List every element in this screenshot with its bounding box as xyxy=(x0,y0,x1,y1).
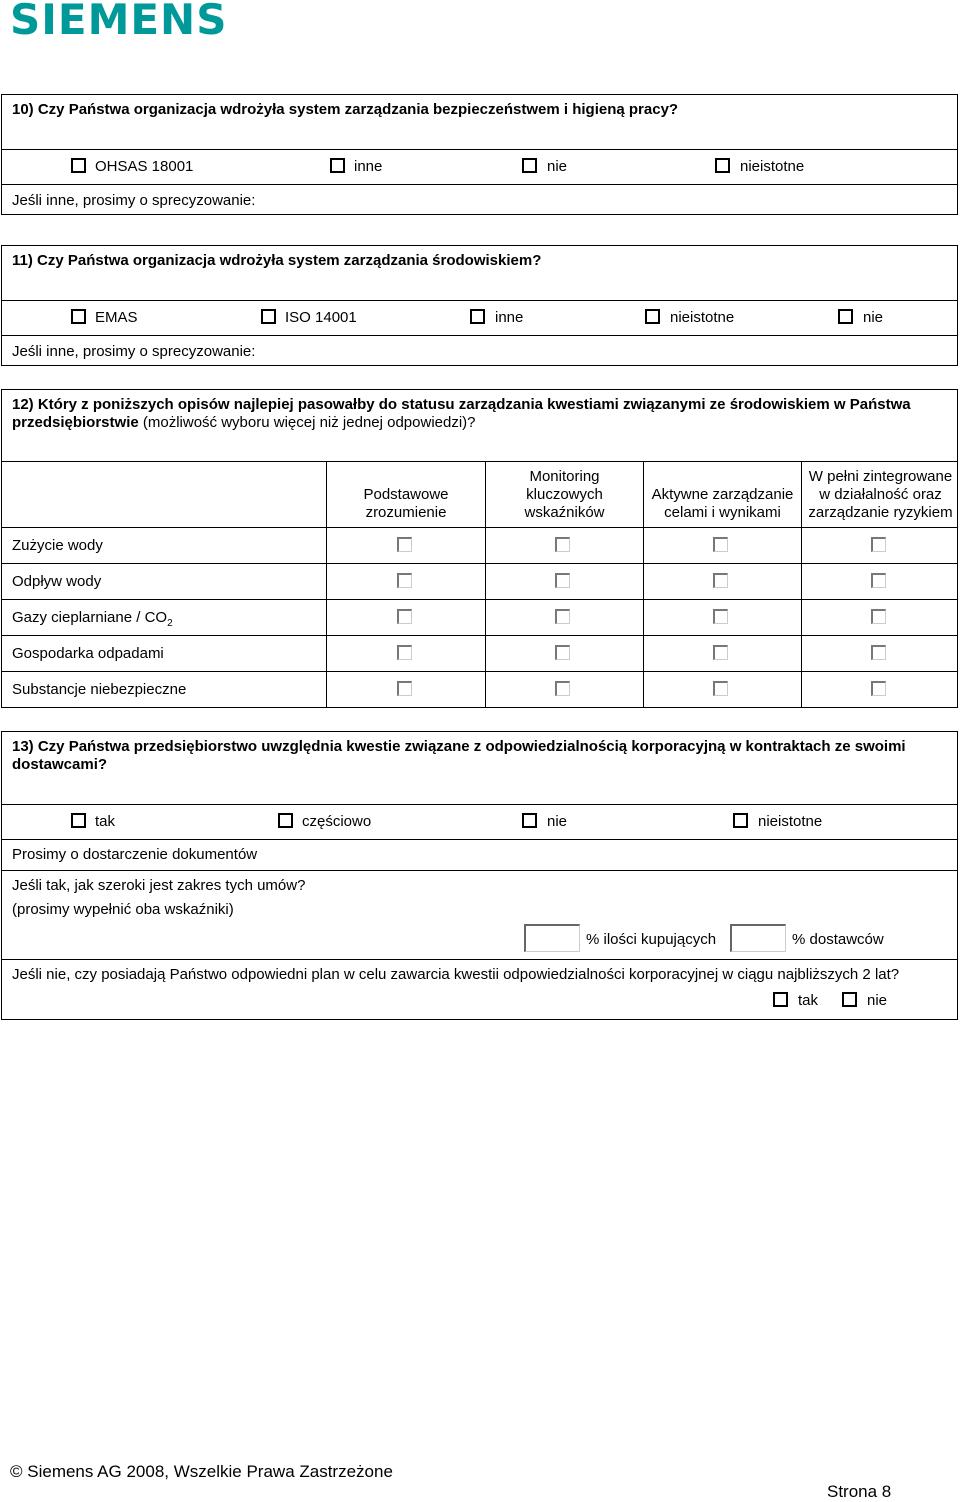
q12-column-header xyxy=(327,486,485,522)
q13-documents-label: Prosimy o dostarczenie dokumentów xyxy=(12,846,258,863)
header-line: wskaźników xyxy=(524,504,605,521)
q12-section xyxy=(1,389,958,708)
q12-row-label: Substancje niebezpieczne xyxy=(12,681,187,698)
buyers-percent-field[interactable] xyxy=(524,924,580,952)
q13-checkbox-czesciowo[interactable] xyxy=(278,813,293,828)
q12-row-label: Gospodarka odpadami xyxy=(12,645,164,662)
q11-question: 11) Czy Państwa organizacja wdrożyła system zarządzania środowiskiem? xyxy=(12,252,542,269)
q10-option-label: nie xyxy=(547,158,568,175)
divider xyxy=(2,461,957,462)
q12-checkbox[interactable] xyxy=(871,573,886,588)
q12-checkbox[interactable] xyxy=(555,573,570,588)
q11-option-label: ISO 14001 xyxy=(285,309,357,326)
q12-row-label xyxy=(12,609,173,629)
q13-checkbox-tak[interactable] xyxy=(71,813,86,828)
q13-plan-question: Jeśli nie, czy posiadają Państwo odpowiedni plan w celu zawarcia kwestii odpowiedzialności korporacyjnej w ciągu najbliższych 2 lat? xyxy=(12,966,900,983)
co2-subscript: 2 xyxy=(167,618,173,629)
divider xyxy=(2,671,957,672)
header-line: kluczowych xyxy=(526,486,603,503)
divider xyxy=(2,635,957,636)
q11-checkbox-emas[interactable] xyxy=(71,309,86,324)
divider xyxy=(2,804,957,805)
header-line: zarządzanie ryzykiem xyxy=(808,504,953,521)
q10-option-label: inne xyxy=(354,158,383,175)
q12-checkbox[interactable] xyxy=(713,609,728,624)
q11-option-label: EMAS xyxy=(95,309,138,326)
divider xyxy=(2,870,957,871)
header-line: celami i wynikami xyxy=(664,504,781,521)
q12-checkbox[interactable] xyxy=(871,537,886,552)
q13-option-label: częściowo xyxy=(302,813,372,830)
q12-checkbox[interactable] xyxy=(555,609,570,624)
suppliers-percent-field[interactable] xyxy=(730,924,786,952)
q10-checkbox-inne[interactable] xyxy=(330,158,345,173)
q11-checkbox-nieistotne[interactable] xyxy=(645,309,660,324)
header-line: Aktywne zarządzanie xyxy=(651,486,794,503)
q12-checkbox[interactable] xyxy=(713,645,728,660)
siemens-logo: SIEMENS xyxy=(10,0,228,44)
q12-checkbox[interactable] xyxy=(397,573,412,588)
q10-option-label: OHSAS 18001 xyxy=(95,158,194,175)
q12-checkbox[interactable] xyxy=(555,645,570,660)
page-number: Strona 8 xyxy=(827,1482,892,1501)
q12-column-header xyxy=(486,468,643,522)
q12-checkbox[interactable] xyxy=(555,681,570,696)
q13-checkbox-nieistotne[interactable] xyxy=(733,813,748,828)
q11-option-label: nieistotne xyxy=(670,309,735,326)
suppliers-percent-label: % dostawców xyxy=(792,931,884,948)
q12-question-text: 12) Który z poniższych opisów najlepiej pasowałby do statusu zarządzania kwestiami związanymi ze środowiskiem w Państwa przedsiębiorstwie xyxy=(12,396,911,431)
copyright-notice: © Siemens AG 2008, Wszelkie Prawa Zastrzeżone xyxy=(10,1462,393,1481)
q12-row-label: Odpływ wody xyxy=(12,573,102,590)
q12-checkbox[interactable] xyxy=(713,681,728,696)
divider xyxy=(2,959,957,960)
q13-option-label: tak xyxy=(95,813,116,830)
q12-checkbox[interactable] xyxy=(397,645,412,660)
q13-plan-option-label: nie xyxy=(867,992,888,1009)
buyers-percent-label: % ilości kupujących xyxy=(586,931,717,948)
q13-checkbox-nie[interactable] xyxy=(522,813,537,828)
q12-question xyxy=(12,396,952,432)
header-line: W pełni zintegrowane xyxy=(808,468,953,485)
q12-question-note: (możliwość wyboru więcej niż jednej odpowiedzi)? xyxy=(138,414,476,431)
q12-checkbox[interactable] xyxy=(397,609,412,624)
q12-checkbox[interactable] xyxy=(871,645,886,660)
q13-plan-checkbox-tak[interactable] xyxy=(773,992,788,1007)
header-line: Podstawowe xyxy=(363,486,449,503)
divider xyxy=(2,599,957,600)
header-line: zrozumienie xyxy=(365,504,447,521)
co2-label: Gazy cieplarniane / CO xyxy=(12,609,168,626)
divider xyxy=(2,527,957,528)
q10-question: 10) Czy Państwa organizacja wdrożyła system zarządzania bezpieczeństwem i higieną pracy? xyxy=(12,101,679,118)
q12-checkbox[interactable] xyxy=(871,609,886,624)
q10-specify-label: Jeśli inne, prosimy o sprecyzowanie: xyxy=(12,192,256,209)
q12-checkbox[interactable] xyxy=(871,681,886,696)
q11-checkbox-nie[interactable] xyxy=(838,309,853,324)
q11-checkbox-iso14001[interactable] xyxy=(261,309,276,324)
q11-section xyxy=(1,245,958,366)
header-line: Monitoring xyxy=(529,468,600,485)
q13-plan-checkbox-nie[interactable] xyxy=(842,992,857,1007)
q13-option-label: nieistotne xyxy=(758,813,823,830)
divider xyxy=(2,335,957,336)
q11-specify-label: Jeśli inne, prosimy o sprecyzowanie: xyxy=(12,343,256,360)
q12-checkbox[interactable] xyxy=(713,537,728,552)
q13-option-label: nie xyxy=(547,813,568,830)
divider xyxy=(2,184,957,185)
q13-scope-note: (prosimy wypełnić oba wskaźniki) xyxy=(12,901,234,918)
divider xyxy=(2,839,957,840)
q13-plan-option-label: tak xyxy=(798,992,819,1009)
q10-checkbox-ohsas[interactable] xyxy=(71,158,86,173)
q12-column-header xyxy=(802,468,959,522)
q10-checkbox-nie[interactable] xyxy=(522,158,537,173)
q12-checkbox[interactable] xyxy=(555,537,570,552)
divider xyxy=(2,300,957,301)
q11-option-label: inne xyxy=(495,309,524,326)
q10-checkbox-nieistotne[interactable] xyxy=(715,158,730,173)
q10-section xyxy=(1,94,958,215)
divider xyxy=(2,149,957,150)
q11-checkbox-inne[interactable] xyxy=(470,309,485,324)
q10-option-label: nieistotne xyxy=(740,158,805,175)
q11-option-label: nie xyxy=(863,309,884,326)
divider xyxy=(2,563,957,564)
q12-checkbox[interactable] xyxy=(397,681,412,696)
header-line: w działalność oraz xyxy=(819,486,942,503)
q13-question: 13) Czy Państwa przedsiębiorstwo uwzględnia kwestie związane z odpowiedzialnością korporacyjną w kontraktach ze swoimi dostawcami? xyxy=(12,738,906,773)
q12-checkbox[interactable] xyxy=(713,573,728,588)
q13-scope-question: Jeśli tak, jak szeroki jest zakres tych umów? xyxy=(12,877,306,894)
q12-column-header xyxy=(644,486,801,522)
q13-section xyxy=(1,731,958,1020)
q12-row-label: Zużycie wody xyxy=(12,537,103,554)
q12-checkbox[interactable] xyxy=(397,537,412,552)
